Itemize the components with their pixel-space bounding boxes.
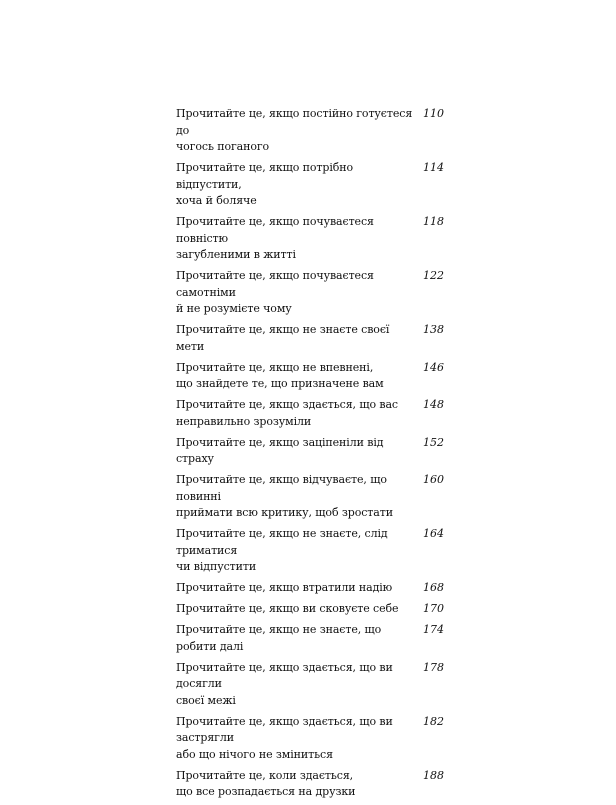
toc-entry: [176, 580, 444, 597]
toc-entry: [176, 106, 444, 156]
toc-entry: [176, 622, 444, 655]
toc-entry-title: Прочитайте це, якщо почуваєтеся повністю загубленими в житті: [176, 215, 374, 261]
toc-entry: [176, 526, 444, 576]
toc-entry-title: Прочитайте це, якщо потрібно відпустити, хоча й боляче: [176, 161, 354, 207]
toc-entry-title: Прочитайте це, якщо ви сковуєте себе: [176, 602, 399, 615]
toc-entry: [176, 714, 444, 764]
toc-entry-page-number: 182: [423, 714, 444, 728]
toc-entry: [176, 435, 444, 468]
toc-entry: [176, 397, 444, 430]
toc-entry-page-number: 178: [423, 660, 444, 674]
table-of-contents: [176, 106, 444, 805]
toc-entry-title: Прочитайте це, якщо не впевнені, що знайдете те, що призначене вам: [176, 360, 384, 390]
toc-entry-title: Прочитайте це, якщо не знаєте, що робити далі: [176, 623, 382, 653]
toc-entry-page-number: 152: [423, 435, 444, 449]
toc-entry-title: Прочитайте це, якщо не знаєте, слід триматися чи відпустити: [176, 527, 388, 573]
toc-entry-page-number: 146: [423, 360, 444, 374]
toc-entry: [176, 268, 444, 318]
toc-entry-page-number: 188: [423, 768, 444, 782]
toc-entry-page-number: 174: [423, 623, 444, 636]
toc-entry-page-number: 170: [423, 602, 444, 615]
toc-entry: [176, 768, 444, 801]
toc-entry-page-number: 164: [423, 527, 444, 540]
toc-entry: [176, 660, 444, 710]
toc-entry-title: Прочитайте це, якщо втратили надію: [176, 581, 393, 594]
toc-entry: [176, 214, 444, 264]
toc-entry-title: Прочитайте це, якщо почуваєтеся самотніми й не розумієте чому: [176, 269, 374, 315]
toc-entry: [176, 322, 444, 355]
toc-entry-title: Прочитайте це, якщо заціпеніли від страху: [176, 435, 384, 465]
toc-entry-page-number: 138: [423, 323, 444, 336]
toc-entry-page-number: 110: [423, 107, 444, 120]
toc-entry-title: Прочитайте це, якщо здається, що вас неправильно зрозуміли: [176, 398, 398, 428]
toc-entry-title: Прочитайте це, якщо відчуваєте, що повинні приймати всю критику, щоб зростати: [176, 473, 393, 519]
toc-entry-page-number: 114: [423, 161, 444, 174]
toc-entry-title: Прочитайте це, коли здається, що все розпадається на друзки: [176, 768, 356, 798]
toc-entry: [176, 160, 444, 210]
toc-entry-page-number: 148: [423, 398, 444, 411]
toc-entry-page-number: 118: [423, 215, 444, 228]
toc-entry-title: Прочитайте це, якщо здається, що ви застрягли або що нічого не зміниться: [176, 714, 393, 761]
toc-entry-page-number: 122: [423, 269, 444, 282]
toc-entry-title: Прочитайте це, якщо здається, що ви досягли своєї межі: [176, 660, 393, 707]
toc-entry: [176, 360, 444, 393]
toc-entry-title: Прочитайте це, якщо постійно готуєтеся до чогось поганого: [176, 107, 413, 153]
toc-entry-page-number: 168: [423, 581, 444, 594]
toc-entry-page-number: 160: [423, 473, 444, 486]
toc-entry: [176, 472, 444, 522]
toc-entry: [176, 601, 444, 618]
toc-entry-title: Прочитайте це, якщо не знаєте своєї мети: [176, 323, 390, 353]
